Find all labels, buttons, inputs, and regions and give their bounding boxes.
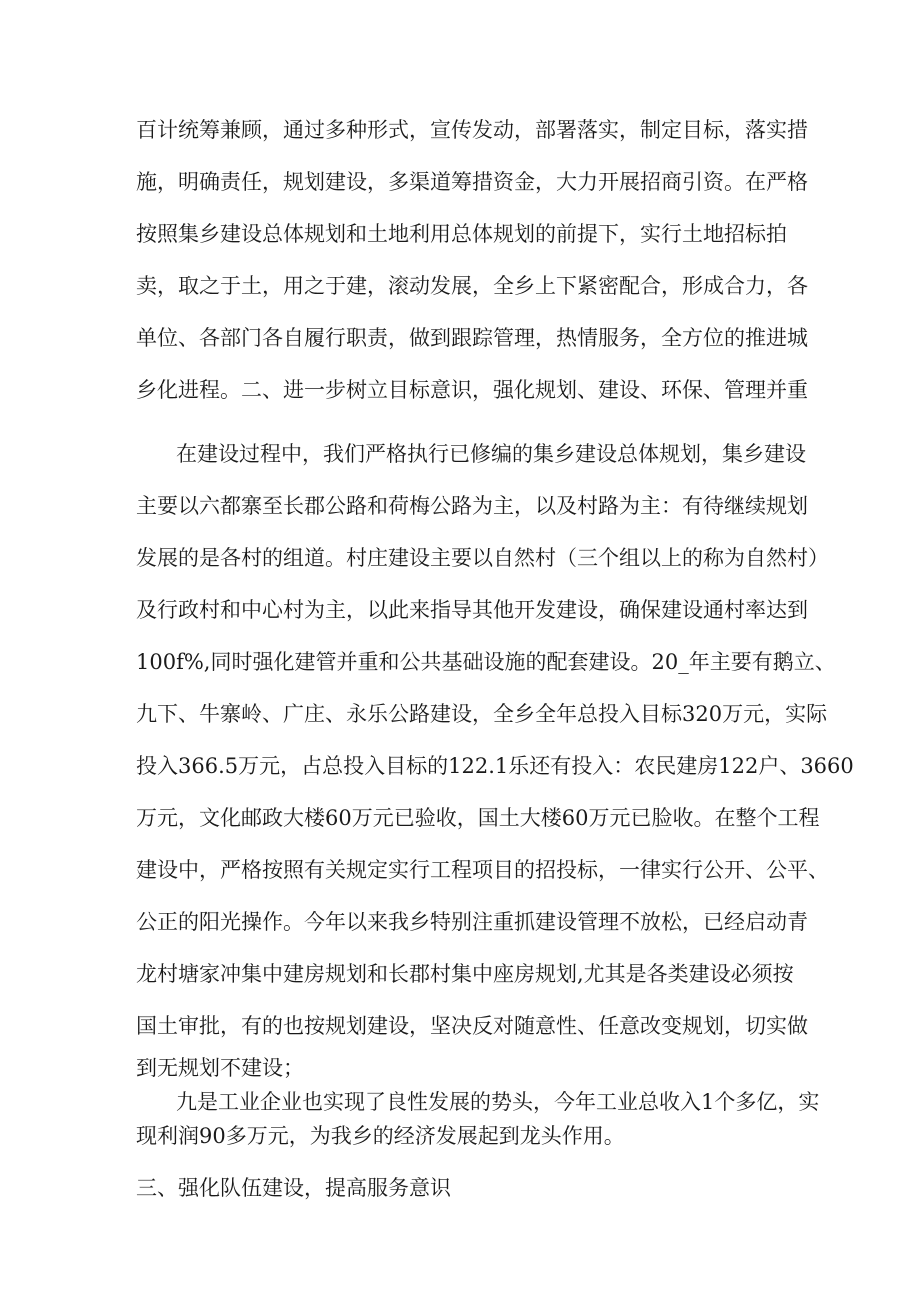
paragraph2-line-4: 及行政村和中心村为主，以此来指导其他开发建设，确保建设通村率达到 [136, 598, 808, 622]
paragraph2-line-6: 九下、牛寨岭、广庄、永乐公路建设，全乡全年总投入目标320万元，实际 [136, 702, 828, 726]
paragraph3-line-2: 现利润90多万元，为我乡的经济发展起到龙头作用。 [136, 1124, 625, 1148]
paragraph2-line-12: 国土审批，有的也按规划建设，坚决反对随意性、任意改变规划，切实做 [136, 1014, 808, 1038]
paragraph2-line-2: 主要以六都寨至长郡公路和荷梅公路为主，以及村路为主：有待继续规划 [136, 494, 808, 518]
paragraph1-line-6: 乡化进程。二、进一步树立目标意识，强化规划、建设、环保、管理并重 [136, 378, 808, 402]
paragraph2-line-9: 建设中，严格按照有关规定实行工程项目的招投标，一律实行公开、公平、 [136, 858, 829, 882]
paragraph2-line-8: 万元，文化邮政大楼60万元已验收，国土大楼60万元已脸收。在整个工程 [136, 806, 820, 830]
paragraph1-line-2: 施，明确责任，规划建设，多渠道筹措资金，大力开展招商引资。在严格 [136, 170, 808, 194]
paragraph1-line-4: 卖，取之于土，用之于建，滚动发展，全乡上下紧密配合，形成合力，各 [136, 274, 808, 298]
paragraph2-line-1: 在建设过程中，我们严格执行已修编的集乡建设总体规划，集乡建设 [176, 442, 806, 466]
paragraph2-line-10: 公正的阳光操作。今年以来我乡特别注重抓建设管理不放松，已经启动青 [136, 910, 808, 934]
section-heading-3: 三、强化队伍建设，提高服务意识 [136, 1176, 451, 1200]
paragraph1-line-5: 单位、各部门各自履行职责，做到跟踪管理，热情服务，全方位的推进城 [136, 326, 808, 350]
paragraph2-line-11: 龙村塘家冲集中建房规划和长郡村集中座房规划,尤其是各类建设必须按 [136, 962, 794, 986]
paragraph2-line-5: 100f%,同时强化建管并重和公共基础设施的配套建设。20_年主要有鹅立、 [136, 650, 836, 674]
paragraph1-line-3: 按照集乡建设总体规划和土地利用总体规划的前提下，实行土地招标拍 [136, 222, 787, 246]
paragraph2-line-13: 到无规划不建设； [136, 1056, 304, 1080]
paragraph1-line-1: 百计统筹兼顾，通过多种形式，宣传发动，部署落实，制定目标，落实措 [136, 118, 808, 142]
paragraph2-line-7: 投入366.5万元，占总投入目标的122.1乐还有投入：农民建房122户、3660 [136, 754, 854, 778]
paragraph3-line-1: 九是工业企业也实现了良性发展的势头，今年工业总收入1个多亿，实 [176, 1090, 820, 1114]
paragraph2-line-3: 发展的是各村的组道。村庄建设主要以自然村（三个组以上的称为自然村） [136, 546, 829, 570]
